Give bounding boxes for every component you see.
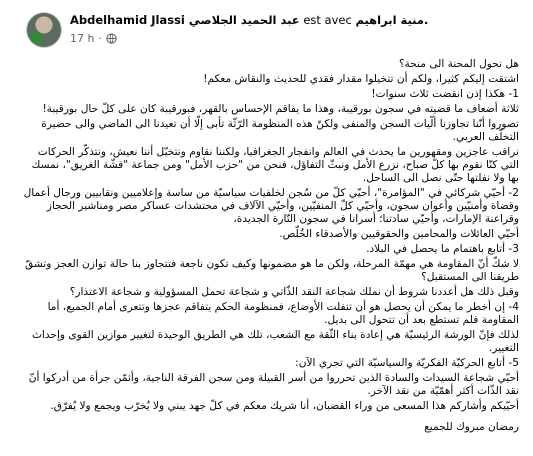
post-body (12, 56, 527, 434)
post-paragraph: 5- أتابع الحركيّة الفكريّة والسياسيّة التي تجري الآن: (295, 357, 519, 369)
post-header (12, 0, 527, 56)
post-paragraph: وقبل ذلك هل أعددنا شروط أن نملك شجاعة النقد الذّاتي و شجاعة تحمل المسؤولية و شجاعة الاعتذار؟ (69, 286, 519, 298)
with-text: est avec (303, 13, 352, 27)
post-paragraph: نراقب عاجزين ومقهورين ما يحدث في العالم وانفجار الجغرافيا، ولكننا نقاوم ونتخيّل أننا نعيش، ونتذكّر الحركات التي كنّا نقوم بها كلّ صباح، نزرع الأمل ونبثّ التفاؤل، فنحن من "حزب الأمل" ومن جماعة "قشّة الغريق"، نمسك بها ولا نفلتها حتّى نصل الى الساحل. (31, 146, 519, 184)
post-paragraph: تصوروا أنّنا تجاوزنا ألّيات السجن والمنفى ولكنّ هذه المنظومة الرّثّة تأبى إلّا أن تعيدنا الى الماضي والى حضيرة التخلّف العربي. (41, 118, 519, 143)
post-paragraph: هل نحول المحنة الى منحة؟ (398, 58, 519, 70)
post-closing-line: رمضان مبروك للجميع (424, 421, 519, 433)
post-paragraph: 4- إن أخطر ما يمكن أن يحصل هو أن تنفلت الأوضاع، فمنظومة الحكم يتفاقم عجزها وتتعرى أمام الجميع، أما المقاومة فلم تستطع بعد أن تتحول الى بديل. (47, 301, 519, 326)
post-meta (70, 32, 117, 45)
meta-separator: · (98, 32, 102, 45)
post-paragraph: لا شكّ أنّ المقاومة هي مهمّة المرحلة، ولكن ما هو مضمونها وكيف تكون ناجعة فتتجاوز بنا حالة توازن العجز وتشقّ طريقنا الى المستقبل؟ (25, 258, 519, 283)
post-paragraph: ثلاثة أضعاف ما قضيته في سجون بورقيبة، وهذا ما يفاقم الإحساس بالقهر، فبورقيبة كان على كلّ حال بورقيبة! (42, 103, 519, 115)
post-paragraph: 1- هكذا إذن انقضت ثلاث سنوات! (371, 88, 519, 100)
avatar-badge (31, 33, 42, 44)
author-line (70, 12, 519, 28)
author-avatar[interactable] (26, 12, 62, 48)
post-paragraph: 2- أحيّي شركائي في "المؤامرة"، أحيّي كلّ من سُجن لخلفيات سياسيّة من ساسة وإعلاميين ونقابيين ورجال أعمال وقضاة وأمنيّين وأعوان سجون، وأحيّي كلّ المنفيّين، وأحيّي الآلاف في محتشدات عساكر مصر ومناشير الحجاز وقراعنة الإمارات، وأحيّي سادتنا؛ أسرانا في سجون التّارة الجديدة، (23, 187, 519, 225)
post-paragraph: أحيّيكم وأشاركم هذا المسعى من وراء القضبان، أنا شريك معكم في كلّ جهد يبني ولا يُخرّب ويجمع ولا يُفرّق. (50, 400, 519, 412)
author-name-link[interactable]: Abdelhamid Jlassi عبد الحميد الجلاصي (70, 13, 300, 27)
post-paragraph: لذلك فإنّ الورشة الرئيسيّة هي إعادة بناء الثّقة مع الشعب، تلك هي الطريق الوحيدة لتغيير موازين القوى وإحداث التغيير. (31, 329, 519, 354)
globe-icon[interactable] (106, 33, 117, 44)
post-paragraph: أحيّي العائلات والمحامين والحقوقيين والأصدقاء الخُلّص. (279, 228, 519, 240)
post-paragraph: 3- أتابع باهتمام ما يحصل في البلاد. (366, 243, 519, 255)
post-paragraph: اشتقت إليكم كثيرا، ولكم أن تتخيلوا مقدار فقدي للحديث والنقاش معكم! (203, 73, 519, 85)
post-time-link[interactable]: 17 h (70, 32, 95, 45)
tagged-person-link[interactable]: منية ابراهيم. (355, 13, 429, 27)
post-paragraph: أحيّي شجاعة السيدات والسادة الذين تحرروا من أسر القبيلة ومن سجن الفرقة الناجية، وأثمّن جرأة من أدركوا أنّ نقد الذّات أكثر أهمّيّة من نقد الآخر. (28, 372, 519, 397)
